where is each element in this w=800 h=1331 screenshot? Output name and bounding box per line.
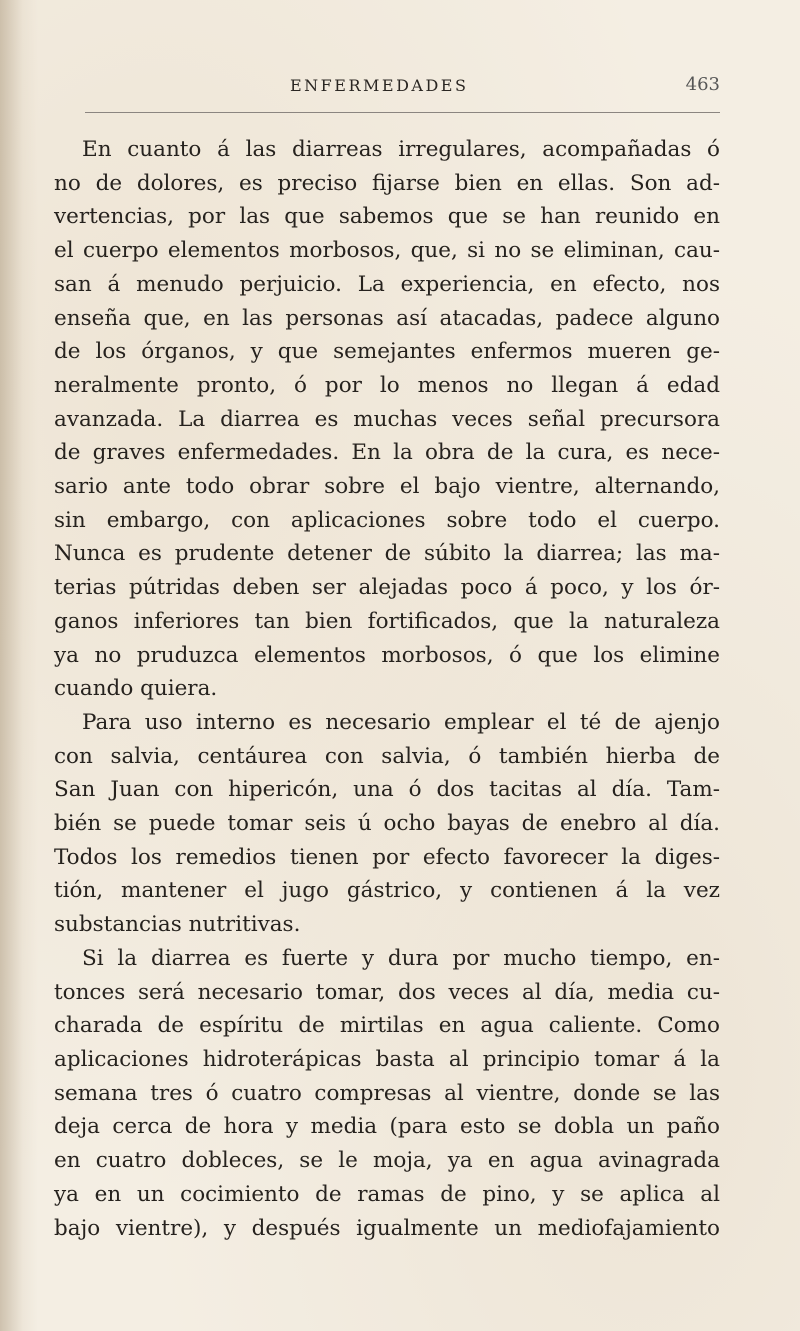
spine-shadow	[0, 0, 38, 1331]
running-title: ENFERMEDADES	[290, 76, 469, 95]
text-line: no de dolores, es preciso fijarse bien en ellas. Son ad-	[54, 170, 720, 196]
text-line: terias pútridas deben ser alejadas poco á poco, y los ór-	[54, 575, 720, 601]
text-line: semana tres ó cuatro compresas al vientre, donde se las	[54, 1080, 720, 1106]
text-line: neralmente pronto, ó por lo menos no llegan á edad	[54, 372, 720, 398]
text-line: charada de espíritu de mirtilas en agua caliente. Como	[54, 1013, 720, 1039]
text-line: Todos los remedios tienen por efecto favorecer la diges-	[54, 844, 720, 870]
text-line: aplicaciones hidroterápicas basta al principio tomar á la	[54, 1046, 720, 1072]
text-line: ganos inferiores tan bien fortificados, que la naturaleza	[54, 608, 720, 634]
text-line: tonces será necesario tomar, dos veces al día, media cu-	[54, 979, 720, 1005]
text-line: enseña que, en las personas así atacadas, padece alguno	[54, 305, 720, 331]
text-line: en cuatro dobleces, se le moja, ya en agua avinagrada	[54, 1148, 720, 1174]
text-line: sin embargo, con aplicaciones sobre todo el cuerpo.	[54, 507, 720, 533]
text-line: Si la diarrea es fuerte y dura por mucho tiempo, en-	[82, 945, 720, 971]
text-line: En cuanto á las diarreas irregulares, acompañadas ó	[82, 137, 720, 162]
text-line: San Juan con hipericón, una ó dos tacitas al día. Tam-	[54, 777, 720, 803]
text-line: cuando quiera.	[54, 676, 218, 702]
text-line: vertencias, por las que sabemos que se han reunido en	[54, 204, 720, 230]
text-line: substancias nutritivas.	[54, 912, 301, 938]
text-line: ya en un cocimiento de ramas de pino, y se aplica al	[54, 1181, 720, 1207]
text-line: de graves enfermedades. En la obra de la cura, es nece-	[54, 440, 720, 466]
page-number: 463	[685, 74, 720, 95]
body-text	[54, 133, 720, 1245]
text-line: Nunca es prudente detener de súbito la diarrea; las ma-	[54, 541, 720, 567]
text-line: bajo vientre), y después igualmente un mediofajamiento	[54, 1215, 720, 1241]
text-line: san á menudo perjuicio. La experiencia, en efecto, nos	[54, 271, 720, 297]
paragraph-3	[54, 942, 720, 1245]
text-line: de los órganos, y que semejantes enfermos mueren ge-	[54, 339, 720, 365]
running-head	[80, 72, 720, 102]
text-line: con salvia, centáurea con salvia, ó también hierba de	[54, 743, 720, 769]
text-line: avanzada. La diarrea es muchas veces señal precursora	[54, 406, 720, 432]
text-line: sario ante todo obrar sobre el bajo vientre, alternando,	[54, 474, 720, 500]
paragraph-1	[54, 133, 720, 706]
header-rule	[85, 112, 720, 113]
paragraph-2	[54, 706, 720, 942]
text-line: ya no pruduzca elementos morbosos, ó que los elimine	[54, 642, 720, 668]
text-line: tión, mantener el jugo gástrico, y contienen á la vez	[54, 878, 720, 904]
text-line: deja cerca de hora y media (para esto se dobla un paño	[54, 1114, 720, 1140]
text-line: Para uso interno es necesario emplear el té de ajenjo	[82, 709, 720, 735]
text-line: el cuerpo elementos morbosos, que, si no se eliminan, cau-	[54, 238, 720, 264]
text-line: bién se puede tomar seis ú ocho bayas de enebro al día.	[54, 811, 720, 837]
